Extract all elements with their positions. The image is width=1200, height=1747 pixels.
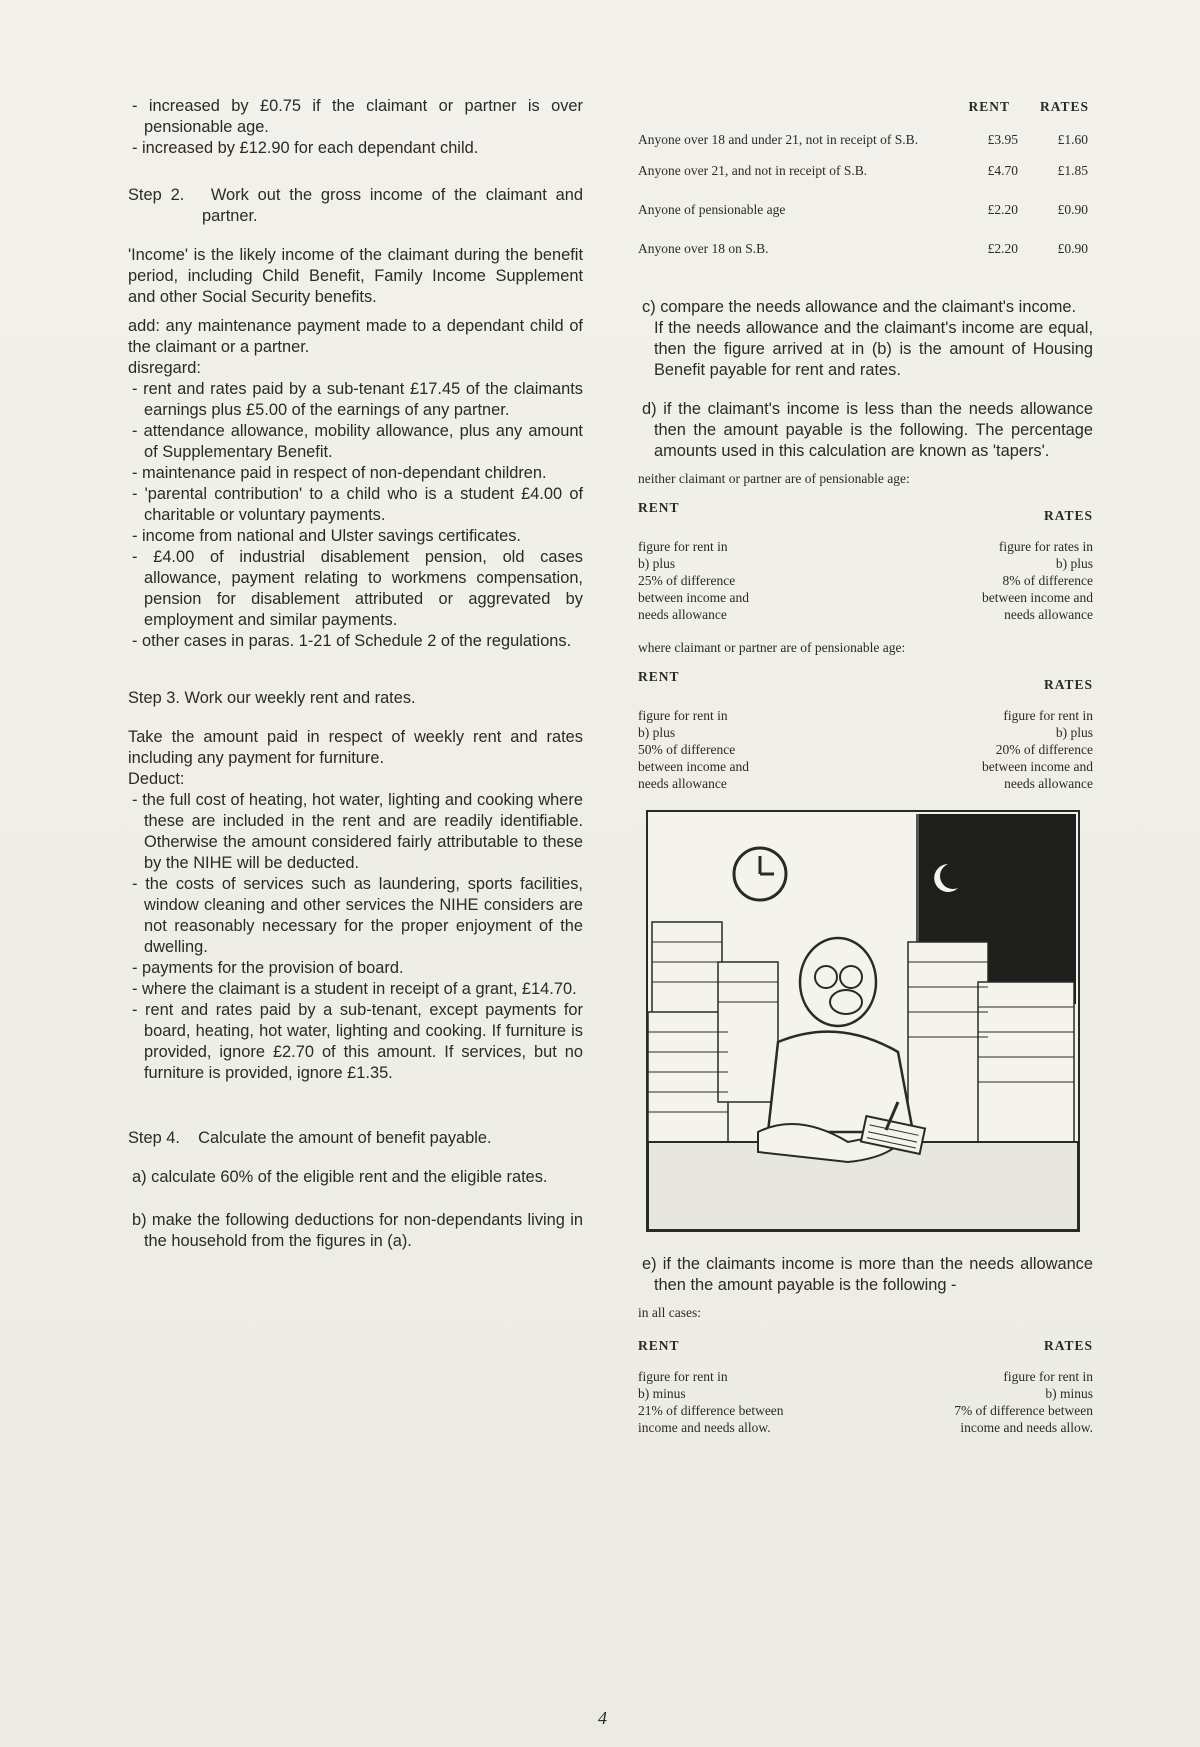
step-4-b: b) make the following deductions for non-dependants living in the household from the figures in (a). (132, 1211, 583, 1250)
disregard-item: - other cases in paras. 1-21 of Schedule 2 of the regulations. (132, 632, 572, 650)
disregard-label: disregard: (128, 359, 201, 377)
case-2-labels: RENT RATES (638, 669, 1093, 692)
table-row: Anyone of pensionable age £2.20 £0.90 (638, 202, 1088, 217)
step-4-title: Calculate the amount of benefit payable. (198, 1129, 492, 1147)
c-paragraph: c) compare the needs allowance and the claimant's income. (642, 298, 1077, 316)
intro-bullet: - increased by £12.90 for each dependant child. (132, 139, 479, 157)
disregard-item: - rent and rates paid by a sub-tenant £17.45 of the claimants earnings plus £5.00 of the earnings of any partner. (132, 380, 583, 419)
step-2-title: Work out the gross income of the claimant and partner. (202, 186, 583, 225)
case-3-heading: in all cases: (638, 1305, 701, 1320)
step-4-label: Step 4. (128, 1129, 180, 1147)
step-3-title: Work our weekly rent and rates. (184, 689, 416, 707)
deduction-table (638, 131, 1093, 257)
disregard-item: - income from national and Ulster savings certificates. (132, 527, 521, 545)
deduct-item: - where the claimant is a student in receipt of a grant, £14.70. (132, 980, 577, 998)
case-1-heading: neither claimant or partner are of pensionable age: (638, 471, 910, 486)
deduct-label: Deduct: (128, 770, 185, 788)
deduction-table-header (638, 96, 1093, 117)
deduct-item: - payments for the provision of board. (132, 959, 404, 977)
page-number: 4 (598, 1708, 607, 1728)
case-1-labels: RENT RATES (638, 500, 1093, 523)
d-paragraph: d) if the claimant's income is less than the needs allowance then the amount payable is the following. The percentage amounts used in this calculation are known as 'tapers'. (642, 400, 1093, 460)
add-paragraph: add: any maintenance payment made to a dependant child of the claimant or a partner. (128, 317, 583, 356)
case-3-formula: figure for rent in b) minus 21% of difference between income and needs allow. figure for rent in b) minus 7% of difference between income and needs allow. (638, 1369, 1093, 1435)
step-2-heading (128, 185, 583, 227)
step-3-label: Step 3. (128, 689, 180, 707)
case-2-formula: figure for rent in b) plus 50% of difference between income and needs allowance figure for rent in b) plus 20% of difference between income and needs allowance (638, 708, 1093, 791)
c-paragraph-2: If the needs allowance and the claimant's income are equal, then the figure arrived at in (b) is the amount of Housing Benefit payable for rent and rates. (654, 319, 1093, 379)
disregard-item: - 'parental contribution' to a child who is a student £4.00 of charitable or voluntary payments. (132, 485, 583, 524)
disregard-item: - maintenance paid in respect of non-dependant children. (132, 464, 547, 482)
disregard-item: - £4.00 of industrial disablement pension, old cases allowance, payment relating to workmens compensation, pension for disablement attributed or aggrevated by employment and similar payments. (132, 548, 583, 629)
case-2-heading: where claimant or partner are of pensionable age: (638, 640, 906, 655)
cartoon-overworked-clerk-icon (648, 812, 1078, 1230)
right-column (638, 96, 1093, 1436)
deduct-item: - the full cost of heating, hot water, lighting and cooking where these are included in the rent and are readily identifiable. Otherwise the amount considered fairly attributable to these by the NIHE will be deducted. (132, 791, 583, 872)
deduct-item: - the costs of services such as laundering, sports facilities, window cleaning and other services the NIHE considers are not reasonably necessary for the proper enjoyment of the dwelling. (132, 875, 583, 956)
step-4-a: a) calculate 60% of the eligible rent and the eligible rates. (132, 1168, 548, 1186)
case-3-labels: RENT RATES (638, 1338, 1093, 1353)
e-paragraph: e) if the claimants income is more than the needs allowance then the amount payable is the following - (642, 1255, 1093, 1294)
table-row: Anyone over 18 on S.B. £2.20 £0.90 (638, 241, 1088, 256)
left-column (128, 96, 583, 1252)
deduct-item: - rent and rates paid by a sub-tenant, except payments for board, heating, hot water, lighting and cooking. If furniture is provided, ignore £2.70 of this amount. If services, but no furniture is provided, ignore £1.35. (132, 1001, 583, 1082)
step-3-heading (128, 688, 583, 709)
table-row: Anyone over 18 and under 21, not in receipt of S.B. £3.95 £1.60 (638, 132, 1088, 147)
income-paragraph: 'Income' is the likely income of the claimant during the benefit period, including Child Benefit, Family Income Supplement and other Social Security benefits. (128, 246, 583, 306)
intro-bullet: - increased by £0.75 if the claimant or partner is over pensionable age. (132, 97, 583, 136)
step-2-label: Step 2. (128, 186, 185, 204)
disregard-item: - attendance allowance, mobility allowance, plus any amount of Supplementary Benefit. (132, 422, 583, 461)
table-row: Anyone over 21, and not in receipt of S.B. £4.70 £1.85 (638, 163, 1088, 178)
case-1-formula: figure for rent in b) plus 25% of difference between income and needs allowance figure for rates in b) plus 8% of difference between income and needs allowance (638, 539, 1093, 622)
take-paragraph: Take the amount paid in respect of weekly rent and rates including any payment for furniture. (128, 728, 583, 767)
col-rent: RENT (968, 99, 1010, 114)
step-4-heading (128, 1128, 583, 1149)
cartoon-illustration (646, 810, 1080, 1232)
col-rates: RATES (1039, 99, 1089, 114)
